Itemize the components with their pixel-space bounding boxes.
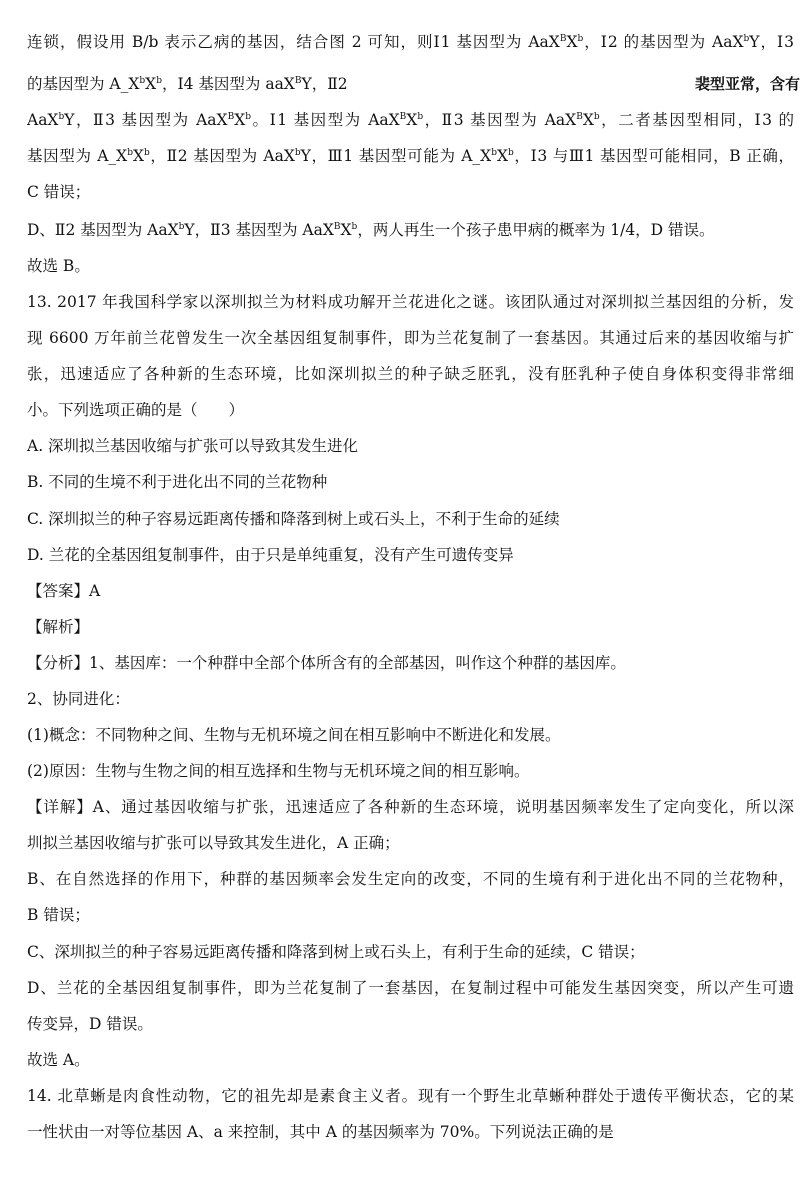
text-line: A. 深圳拟兰基因收缩与扩张可以导致其发生进化 (27, 437, 359, 455)
text-line: D、兰花的全基因组复制事件，即为兰花复制了一套基因，在复制过程中可能发生基因突变，所以产生可遗 (27, 979, 794, 997)
text-line: D. 兰花的全基因组复制事件，由于只是单纯重复，没有产生可遗传变异 (27, 546, 514, 564)
text-line: B、在自然选择的作用下，种群的基因频率会发生定向的改变，不同的生境有利于进化出不同的兰花物种， (27, 870, 794, 888)
text-line: 【答案】A (27, 582, 101, 600)
text-line: 小。下列选项正确的是（ ） (27, 401, 245, 419)
text-line: C、深圳拟兰的种子容易远距离传播和降落到树上或石头上，有利于生命的延续，C 错误； (27, 943, 645, 961)
text-line: 【分析】1、基因库：一个种群中全部个体所含有的全部基因，叫作这个种群的基因库。 (27, 654, 626, 672)
text-line: 圳拟兰基因收缩与扩张可以导致其发生进化，A 正确； (27, 834, 400, 852)
text-line: (1)概念：不同物种之间、生物与无机环境之间在相互影响中不断进化和发展。 (27, 726, 561, 744)
text-line: 一性状由一对等位基因 A、a 来控制，其中 A 的基因频率为 70%。下列说法正确的是 (27, 1123, 614, 1141)
text-line: (2)原因：生物与生物之间的相互选择和生物与无机环境之间的相互影响。 (27, 762, 530, 780)
text-line: 故选 B。 (27, 257, 90, 275)
text-line: D、Ⅱ2 基因型为 AaX$^b$Y，Ⅱ3 基因型为 $AaX^BX^b$，两人再生一个孩子患甲病的概率为 1/4，D 错误。 (27, 221, 715, 239)
text-line: 13. 2017 年我国科学家以深圳拟兰为材料成功解开兰花进化之谜。该团队通过对深圳拟兰基因组的分析，发 (27, 293, 794, 311)
text-line: 现 6600 万年前兰花曾发生一次全基因组复制事件，即为兰花复制了一套基因。其通过后来的基因收缩与扩 (27, 329, 794, 347)
text-line: 连锁，假设用 B/b 表示乙病的基因，结合图 2 可知，则Ⅰ1 基因型为 $AaX^BX^b$，Ⅰ2 的基因型为 AaX$^b$Y，Ⅰ3 (27, 33, 794, 51)
text-line: 传变异，D 错误。 (27, 1015, 153, 1033)
text-line: C. 深圳拟兰的种子容易远距离传播和降落到树上或石头上，不利于生命的延续 (27, 510, 560, 528)
text-line: 【解析】 (27, 618, 90, 636)
text-line: 14. 北草蜥是肉食性动物，它的祖先却是素食主义者。现有一个野生北草蜥种群处于遗传平衡状态，它的某 (27, 1087, 794, 1105)
text-line: B 错误； (27, 906, 90, 924)
text-line: AaX$^b$Y，Ⅱ3 基因型为 $AaX^BX^b$。Ⅰ1 基因型为 $AaX^BX^b$，Ⅱ3 基因型为 $AaX^BX^b$，二者基因型相同，Ⅰ3 的 (27, 111, 794, 129)
text-line: 【详解】A、通过基因收缩与扩张，迅速适应了各种新的生态环境，说明基因频率发生了定向变化，所以深 (27, 798, 794, 816)
text-line: 2、协同进化： (27, 690, 130, 708)
overlapping-text-fragment: 裴型亚常，含有 (691, 74, 800, 94)
text-line: C 错误； (27, 183, 91, 201)
text-line: 故选 A。 (27, 1051, 90, 1069)
text-line: 的基因型为 $A\_X^bX^b$，Ⅰ4 基因型为 aaX$^B$Y，Ⅱ2 (27, 75, 348, 93)
text-line: 张，迅速适应了各种新的生态环境，比如深圳拟兰的种子缺乏胚乳，没有胚乳种子使自身体积变得非常细 (27, 365, 794, 383)
text-line: B. 不同的生境不利于进化出不同的兰花物种 (27, 473, 328, 491)
text-line: 基因型为 $A\_X^bX^b$，Ⅱ2 基因型为 AaX$^b$Y，Ⅲ1 基因型可能为 $A\_X^bX^b$，Ⅰ3 与Ⅲ1 基因型可能相同，B 正确， (27, 147, 794, 165)
